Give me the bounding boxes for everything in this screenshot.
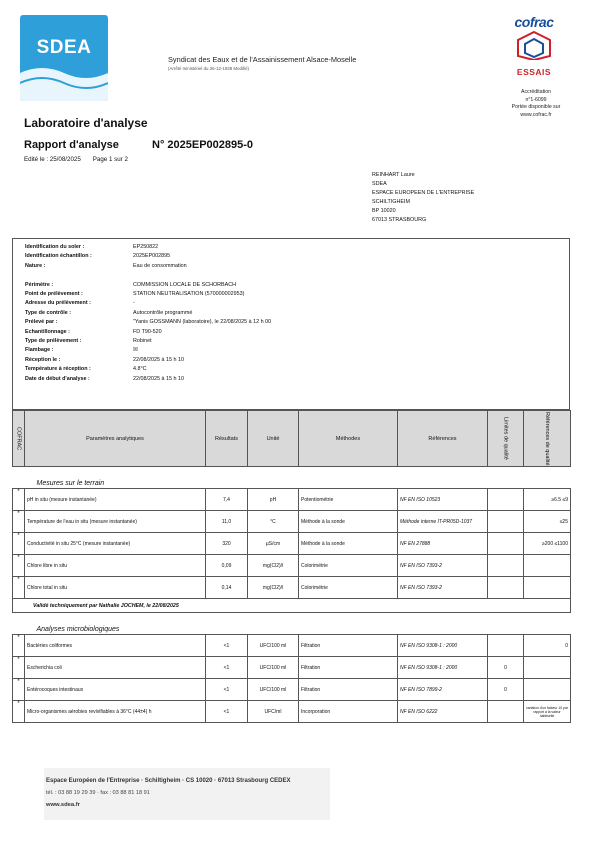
cell-unit: pH [248,489,299,511]
sample-info-box [12,238,570,410]
info-label: Type de contrôle : [25,309,72,316]
cell-method: Colorimétrie [299,577,398,599]
section-title-row [13,467,571,489]
accr-line: Accréditation [521,89,551,95]
cell-result: 7,4 [206,489,248,511]
col-references: Références [398,411,488,467]
info-label: Type de prélèvement : [25,338,82,344]
table-row [13,555,571,577]
cell-limit [488,577,524,599]
table-row [13,511,571,533]
cell-result: <1 [206,701,248,723]
table-row [13,489,571,511]
info-value: - [133,300,135,307]
cell-param: Entérocoques intestinaux [25,679,206,701]
cell-ref: NF EN ISO 6222 [398,701,488,723]
cell-refq: ≤25 [524,511,571,533]
info-label: Echantillonnage : [25,328,70,335]
cofrac-hexagon-icon [512,30,556,60]
info-value: COMMISSION LOCALE DE SCHORBACH [133,281,237,288]
cell-method: Filtration [299,635,398,657]
footer-website: www.sdea.fr [46,802,80,808]
cell-star: * [13,657,25,679]
syndicat-name: Syndicat des Eaux et de l'Assainissement Alsace-Moselle [168,55,357,64]
info-label: Adresse du prélèvement : [25,300,91,307]
cell-param: Conductivité in situ 25°C (mesure instantanée) [25,533,206,555]
cell-ref: NF EN ISO 7393-2 [398,577,488,599]
cell-ref: NF EN ISO 9308-1 : 2000 [398,635,488,657]
info-value: Autocontrôle programmé [133,309,193,316]
col-param: Paramètres analytiques [25,411,206,467]
cell-unit: UFC/ml [248,701,299,723]
address-line: BP 10020 [372,208,396,214]
address-line: ESPACE EUROPEEN DE L'ENTREPRISE [372,190,475,196]
info-value: 22/08/2025 à 15 h 10 [133,356,184,363]
cell-refq [524,577,571,599]
accr-line: n°1-6099 [525,96,547,103]
cell-refq [524,657,571,679]
cell-param: Bactéries coliformes [25,635,206,657]
cell-star: * [13,701,25,723]
info-value: Robinet [133,338,152,344]
col-resultats: Résultats [206,411,248,467]
cell-limit: 0 [488,657,524,679]
info-label: Identification du soler : [25,244,85,250]
cell-star: * [13,511,25,533]
section-title-row [13,613,571,635]
cell-refq: 0 [524,635,571,657]
section-title: Mesures sur le terrain [13,467,571,489]
address-line: SDEA [372,181,387,187]
validation-text: Validé techniquement par Nathalie JOCHEM, le 22/08/2025 [13,599,571,613]
cell-ref: NF EN ISO 7393-2 [398,555,488,577]
wave-icon [20,63,108,101]
cell-limit [488,635,524,657]
info-label: Identification échantillon : [25,253,92,260]
rapport-number: N° 2025EP002895-0 [152,139,254,151]
accr-line: www.cofrac.fr [520,111,552,118]
info-label: Point de prélèvement : [25,291,83,297]
cell-refq: ≥200 ≤1100 [524,533,571,555]
cell-ref: NF EN ISO 9308-1 : 2000 [398,657,488,679]
cell-method: Incorporation [299,701,398,723]
cell-method: Potentiométrie [299,489,398,511]
cell-result: <1 [206,657,248,679]
cell-param: Chlore total in situ [25,577,206,599]
cell-refq: ≥6.5 ≤9 [524,489,571,511]
table-row [13,679,571,701]
col-limites: Limites de qualité [488,411,524,467]
table-row [13,635,571,657]
col-refqual: Références de qualité [524,411,571,467]
footer-phone: tél. : 03 88 19 29 39 · fax : 03 88 81 18 91 [46,790,150,796]
info-label: Prélevé par : [25,319,58,326]
cell-param: Température de l'eau in situ (mesure instantanée) [25,511,206,533]
table-header-row [13,411,571,467]
info-value: Eau de consommation [133,262,187,269]
recipient-address [372,171,474,225]
info-label: Température à réception : [25,366,91,373]
cell-ref: NF EN ISO 7899-2 [398,679,488,701]
info-label: Réception le : [25,356,61,363]
cell-star: * [13,679,25,701]
cell-param: Chlore libre in situ [25,555,206,577]
cell-result: 0,09 [206,555,248,577]
cell-limit [488,555,524,577]
info-value: 2025EP002895 [133,253,171,260]
cell-method: Filtration [299,679,398,701]
cell-refq [524,555,571,577]
cofrac-essais: ESSAIS [516,67,552,77]
cell-method: Méthode à la sonde [299,533,398,555]
accr-line: Portée disponible sur [511,104,561,110]
footer-address: Espace Européen de l'Entreprise · Schiltigheim · CS 10020 · 67013 Strasbourg CEDEX [46,778,291,784]
col-methodes: Méthodes [299,411,398,467]
col-cofrac: COFRAC [13,411,25,467]
info-value: STATION NEUTRALISATION (570000002953) [133,291,245,297]
cell-unit: mg(Cl2)/l [248,577,299,599]
section-title: Analyses microbiologiques [13,613,571,635]
cell-star: * [13,635,25,657]
info-value: ☒ [133,347,138,354]
cell-method: Colorimétrie [299,555,398,577]
cell-refq [524,679,571,701]
cell-limit [488,533,524,555]
cell-param: pH in situ (mesure instantanée) [25,489,206,511]
logo-text: SDEA [36,37,92,58]
cell-star: * [13,577,25,599]
cell-limit: 0 [488,679,524,701]
table-row [13,657,571,679]
cell-unit: mg(Cl2)/l [248,555,299,577]
cell-param: Micro-organismes aérobies revivifiables à 36°C (44±4) h [25,701,206,723]
cell-ref: NF EN ISO 10523 [398,489,488,511]
info-label: Date de début d'analyse : [25,375,90,382]
cell-unit: µS/cm [248,533,299,555]
cell-unit: UFC/100 ml [248,635,299,657]
info-label: Flambage : [25,347,54,354]
col-unite: Unité [248,411,299,467]
address-line: 67013 STRASBOURG [372,217,427,223]
cell-method: Filtration [299,657,398,679]
edition-date: Edité le : 25/08/2025 Page 1 sur 2 [24,156,128,163]
info-value: 4.8°C [133,366,147,373]
results-table [12,410,571,723]
cell-param: Escherichia coli [25,657,206,679]
rapport-label: Rapport d'analyse [24,139,119,151]
cell-limit [488,701,524,723]
table-row [13,533,571,555]
cell-limit [488,489,524,511]
cell-limit [488,511,524,533]
cell-unit: °C [248,511,299,533]
cell-star: * [13,489,25,511]
cell-result: <1 [206,679,248,701]
cell-star: * [13,533,25,555]
cofrac-logo [504,14,564,77]
cell-unit: UFC/100 ml [248,679,299,701]
cell-ref: Méthode interne IT-PR05D-1037 [398,511,488,533]
cell-refq: variation d'un facteur 10 par rapport à la valeur habituelle [524,701,571,723]
cell-star: * [13,555,25,577]
address-line: REINHART Laure [372,172,415,178]
cell-result: 11,0 [206,511,248,533]
table-row [13,701,571,723]
validation-row [13,599,571,613]
table-row [13,577,571,599]
page-title: Laboratoire d'analyse [24,116,148,130]
info-label: Périmètre : [25,281,54,288]
footer-block [44,768,330,820]
info-value: FD T90-520 [133,328,162,335]
cell-result: <1 [206,635,248,657]
accreditation-block [488,89,584,119]
sdea-logo [20,15,108,101]
cell-method: Méthode à la sonde [299,511,398,533]
info-label: Nature : [25,262,46,269]
cell-result: 0,14 [206,577,248,599]
address-line: SCHILTIGHEIM [372,199,410,205]
cell-unit: UFC/100 ml [248,657,299,679]
arrete-note: (Arrêté ministériel du 26-12-1938 Modifié) [168,66,250,71]
cofrac-brand: cofrac [514,14,554,30]
cell-ref: NF EN 27888 [398,533,488,555]
info-value: 22/08/2025 à 15 h 10 [133,375,184,382]
info-value: EP250822 [133,244,159,250]
cell-result: 320 [206,533,248,555]
info-value: "Yanis GOSSMANN (laboratoire), le 22/08/2025 à 12 h 00 [133,319,272,326]
